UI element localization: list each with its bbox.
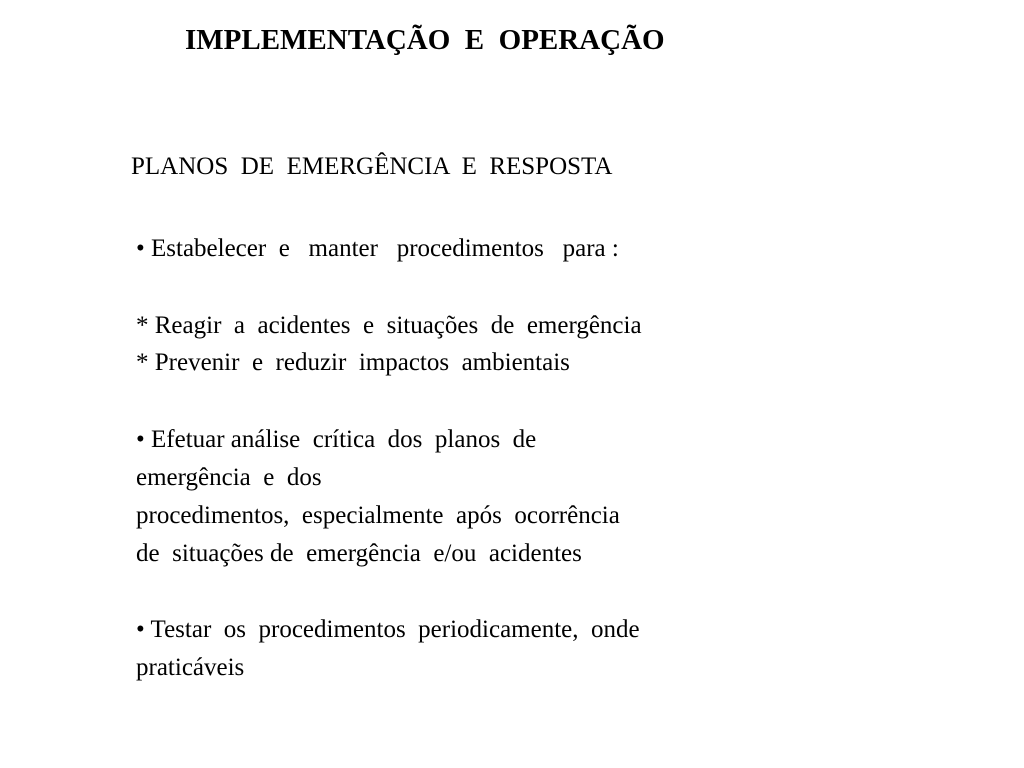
- bullet-test-procedures-line-2: praticáveis: [136, 654, 245, 681]
- slide-title: IMPLEMENTAÇÃO E OPERAÇÃO: [185, 24, 665, 56]
- bullet-critical-analysis-line-2: emergência e dos: [136, 464, 322, 491]
- bullet-test-procedures: • Testar os procedimentos periodicamente, onde: [136, 616, 640, 643]
- bullet-critical-analysis-line-3: procedimentos, especialmente após ocorrência: [136, 502, 620, 529]
- sub-item-react-accidents: * Reagir a acidentes e situações de emergência: [136, 312, 642, 339]
- sub-item-prevent-impacts: * Prevenir e reduzir impactos ambientais: [136, 349, 570, 376]
- section-heading: PLANOS DE EMERGÊNCIA E RESPOSTA: [131, 153, 613, 180]
- bullet-critical-analysis-line-4: de situações de emergência e/ou acidentes: [136, 540, 582, 567]
- bullet-critical-analysis: • Efetuar análise crítica dos planos de: [136, 426, 537, 453]
- bullet-establish-procedures: • Estabelecer e manter procedimentos para :: [136, 235, 619, 262]
